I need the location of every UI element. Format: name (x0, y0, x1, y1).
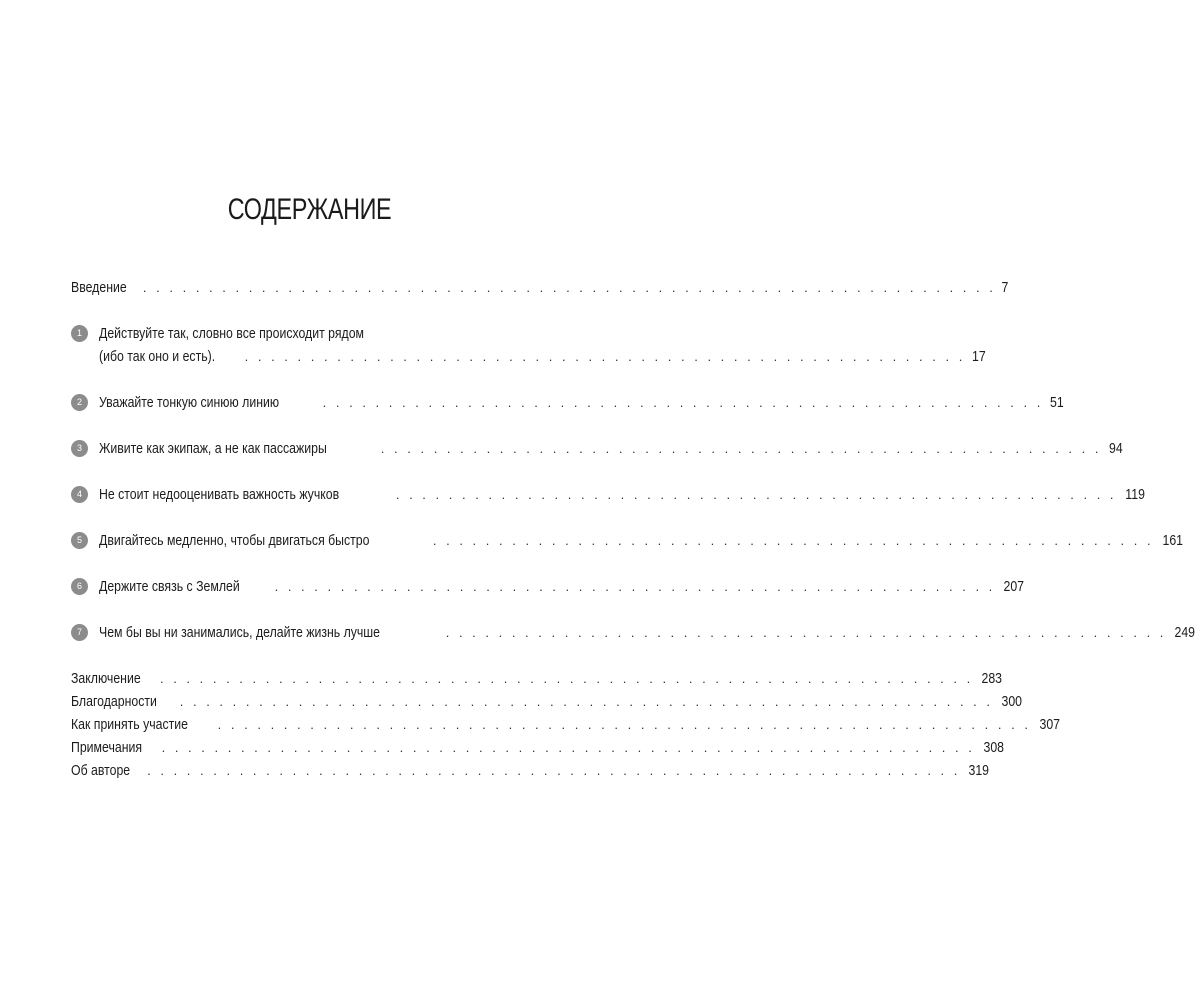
toc-entry-label: Как принять участие (71, 716, 188, 733)
toc-entry-page: 283 (981, 670, 1003, 687)
toc-chapter-5[interactable] (71, 529, 1183, 552)
page-title: СОДЕРЖАНИЕ (227, 193, 392, 226)
toc-entry-page: 51 (1050, 394, 1065, 411)
dot-leader: . . . . . . . . . . . . . . . . . . . . . . . . . . . . . . . . . . . . . . . . . . . . . . . . . . . . . . . . . . . . . . (217, 717, 1031, 732)
toc-chapter-3[interactable] (71, 437, 1123, 460)
dot-leader: . . . . . . . . . . . . . . . . . . . . . . . . . . . . . . . . . . . . . . . . . . . . . . . . . . . . . . . . . . . . . . (161, 740, 975, 755)
dot-leader: . . . . . . . . . . . . . . . . . . . . . . . . . . . . . . . . . . . . . . . . . . . . . . . . . . . . . . . (445, 625, 1167, 640)
toc-chapter-2[interactable] (71, 391, 1065, 414)
toc-entry-label: Уважайте тонкую синюю линию (99, 394, 280, 411)
toc-entry-label: Двигайтесь медленно, чтобы двигаться быстро (99, 532, 370, 549)
toc-entry-page: 17 (972, 348, 987, 365)
toc-entry-about-author[interactable] (71, 759, 990, 782)
toc-entry-label-line1: Действуйте так, словно все происходит рядом (99, 325, 365, 342)
toc-entry-get-involved[interactable] (71, 713, 1060, 736)
toc-entry-page: 308 (983, 739, 1004, 756)
toc-entry-page: 319 (968, 762, 990, 779)
chapter-number-badge: 7 (71, 624, 88, 641)
toc-entry-label: (ибо так оно и есть). (99, 348, 216, 365)
dot-leader: . . . . . . . . . . . . . . . . . . . . . . . . . . . . . . . . . . . . . . . . . . . . . . . . . . . . . . . (274, 579, 996, 594)
toc-entry-label: Заключение (71, 670, 141, 687)
toc-entry-page: 300 (1001, 693, 1023, 710)
dot-leader: . . . . . . . . . . . . . . . . . . . . . . . . . . . . . . . . . . . . . . . . . . . . . . . . . . . . . . . . . . . . . . (159, 671, 974, 686)
toc-chapter-1[interactable] (71, 322, 987, 368)
toc-entry-label: Живите как экипаж, а не как пассажиры (99, 440, 327, 457)
toc-entry-notes[interactable] (71, 736, 1004, 759)
chapter-number-badge: 1 (71, 325, 88, 342)
toc-entry-page: 119 (1124, 486, 1145, 503)
chapter-number-badge: 2 (71, 394, 88, 411)
toc-back-matter (71, 667, 1060, 782)
toc-entry-label: Примечания (71, 739, 143, 756)
toc-entry-label: Об авторе (71, 762, 131, 779)
toc-entry-label: Не стоит недооценивать важность жучков (99, 486, 340, 503)
toc-entry-label: Держите связь с Землей (99, 578, 240, 595)
dot-leader: . . . . . . . . . . . . . . . . . . . . . . . . . . . . . . . . . . . . . . . . . . . . . . . . . . . . . . . . . . . . . . (147, 763, 961, 778)
dot-leader: . . . . . . . . . . . . . . . . . . . . . . . . . . . . . . . . . . . . . . . . . . . . . . . . . . . . . . . . . . . . . . . . . (142, 280, 996, 295)
dot-leader: . . . . . . . . . . . . . . . . . . . . . . . . . . . . . . . . . . . . . . . . . . . . . . . . . . . . . . . (380, 441, 1102, 456)
dot-leader: . . . . . . . . . . . . . . . . . . . . . . . . . . . . . . . . . . . . . . . . . . . . . . . . . . . . . . . (432, 533, 1154, 548)
toc-entry-intro[interactable] (71, 276, 1009, 299)
toc-entry-label: Благодарности (71, 693, 157, 710)
toc-chapter-4[interactable] (71, 483, 1145, 506)
chapter-number-badge: 4 (71, 486, 88, 503)
dot-leader: . . . . . . . . . . . . . . . . . . . . . . . . . . . . . . . . . . . . . . . . . . . . . . . . . . . . . . . . . . . . . . (179, 694, 994, 709)
dot-leader: . . . . . . . . . . . . . . . . . . . . . . . . . . . . . . . . . . . . . . . . . . . . . . . . . . . . . . . (395, 487, 1117, 502)
toc-entry-page: 161 (1162, 532, 1183, 549)
toc-entry-page: 307 (1039, 716, 1060, 733)
toc-chapter-6[interactable] (71, 575, 1025, 598)
toc-entry-acknowledgements[interactable] (71, 690, 1023, 713)
chapter-number-badge: 6 (71, 578, 88, 595)
toc-entry-page: 94 (1108, 440, 1123, 457)
toc-entry-label: Введение (71, 279, 127, 296)
toc-entry-page: 207 (1003, 578, 1025, 595)
toc-entry-page: 249 (1174, 624, 1195, 641)
toc-entry-page: 7 (1001, 279, 1009, 296)
toc-chapter-7[interactable] (71, 621, 1195, 644)
chapter-number-badge: 3 (71, 440, 88, 457)
chapter-number-badge: 5 (71, 532, 88, 549)
dot-leader: . . . . . . . . . . . . . . . . . . . . . . . . . . . . . . . . . . . . . . . . . . . . . . . . . . . . . . . (244, 349, 966, 364)
toc-entry-label: Чем бы вы ни занимались, делайте жизнь лучше (99, 624, 381, 641)
toc-entry-conclusion[interactable] (71, 667, 1003, 690)
dot-leader: . . . . . . . . . . . . . . . . . . . . . . . . . . . . . . . . . . . . . . . . . . . . . . . . . . . . . . . (322, 395, 1044, 410)
